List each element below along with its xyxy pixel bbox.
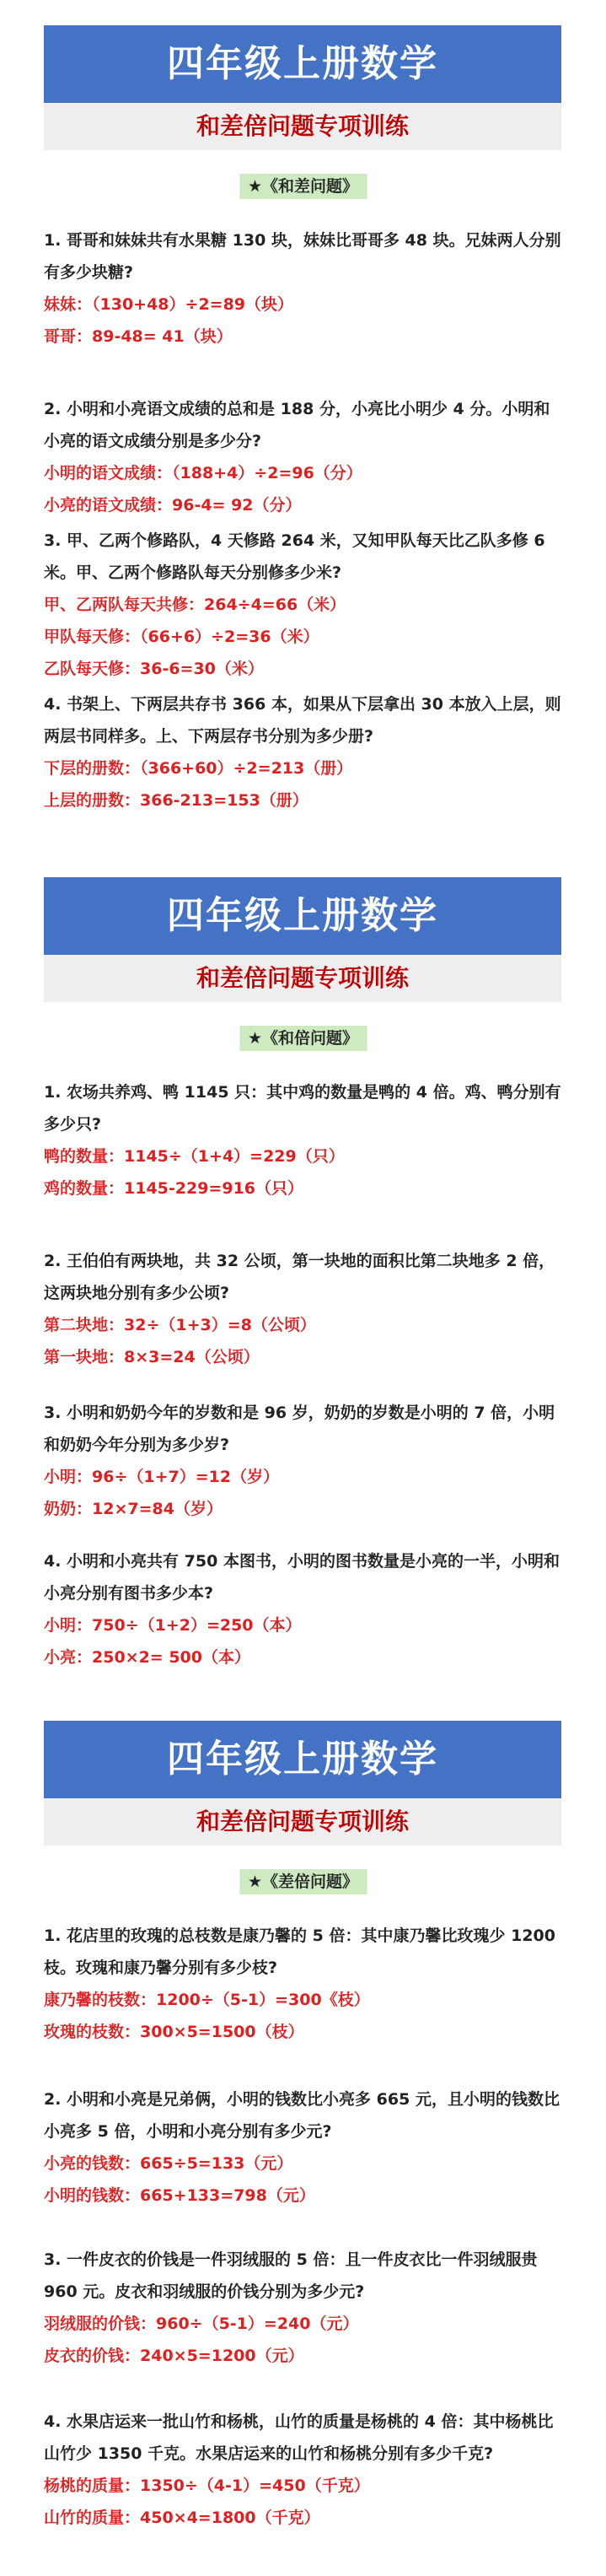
page-title: 四年级上册数学 — [44, 25, 561, 103]
page-title: 四年级上册数学 — [44, 877, 561, 955]
problem-answer: 小亮的钱数：665÷5=133（元） — [44, 2154, 293, 2173]
page-subtitle: 和差倍问题专项训练 — [44, 955, 561, 1002]
problem-answer: 甲、乙两队每天共修：264÷4=66（米） — [44, 595, 346, 614]
problem-answer: 甲队每天修：（66+6）÷2=36（米） — [44, 628, 319, 646]
problem-question: 2. 小明和小亮语文成绩的总和是 188 分，小亮比小明少 4 分。小明和小亮的语文成绩分别是多少分? — [44, 400, 550, 450]
problem-question: 1. 农场共养鸡、鸭 1145 只：其中鸡的数量是鸭的 4 倍。鸡、鸭分别有多少只? — [44, 1083, 561, 1134]
problem-item — [44, 1076, 561, 1204]
problem-answer: 奶奶：12×7=84（岁） — [44, 1500, 223, 1518]
problem-answer: 小明：96÷（1+7）=12（岁） — [44, 1468, 280, 1486]
problem-answer: 小明的语文成绩：（188+4）÷2=96（分） — [44, 464, 362, 482]
page-title: 四年级上册数学 — [44, 1721, 561, 1798]
problem-item — [44, 2406, 561, 2534]
problem-item — [44, 1397, 561, 1525]
problem-item — [44, 2244, 561, 2372]
topic-tag: ★《和倍问题》 — [239, 1026, 367, 1051]
problem-item — [44, 1920, 561, 2048]
problem-answer: 小明：750÷（1+2）=250（本） — [44, 1616, 302, 1635]
problem-item — [44, 1545, 561, 1673]
problem-question: 4. 水果店运来一批山竹和杨桃，山竹的质量是杨桃的 4 倍：其中杨桃比山竹少 1350 千克。水果店运来的山竹和杨桃分别有多少千克? — [44, 2412, 554, 2463]
problem-answer: 皮衣的价钱：240×5=1200（元） — [44, 2347, 304, 2365]
problem-question: 4. 小明和小亮共有 750 本图书，小明的图书数量是小亮的一半，小明和小亮分别有图书多少本? — [44, 1552, 560, 1603]
problem-item — [44, 393, 561, 521]
worksheet-section — [0, 877, 606, 1712]
problem-answer: 乙队每天修：36-6=30（米） — [44, 660, 264, 678]
problem-item — [44, 224, 561, 353]
worksheet-section — [0, 1721, 606, 2556]
problem-answer: 小明的钱数：665+133=798（元） — [44, 2186, 315, 2205]
problem-item — [44, 525, 561, 685]
problem-question: 1. 花店里的玫瑰的总枝数是康乃馨的 5 倍：其中康乃馨比玫瑰少 1200 枝。玫瑰和康乃馨分别有多少枝? — [44, 1927, 555, 1977]
problem-question: 3. 一件皮衣的价钱是一件羽绒服的 5 倍：且一件皮衣比一件羽绒服贵 960 元。皮衣和羽绒服的价钱分别为多少元? — [44, 2250, 538, 2301]
problem-answer: 哥哥：89-48= 41（块） — [44, 327, 233, 346]
problem-answer: 鸭的数量：1145÷（1+4）=229（只） — [44, 1147, 345, 1166]
topic-tag: ★《和差问题》 — [239, 174, 367, 199]
problem-answer: 第一块地：8×3=24（公顷） — [44, 1348, 260, 1366]
problem-answer: 羽绒服的价钱：960÷（5-1）=240（元） — [44, 2315, 359, 2333]
problem-question: 3. 甲、乙两个修路队，4 天修路 264 米，又知甲队每天比乙队多修 6 米。甲、乙两个修路队每天分别修多少米? — [44, 531, 545, 582]
problem-answer: 第二块地：32÷（1+3）=8（公顷） — [44, 1316, 316, 1334]
problem-answer: 下层的册数：（366+60）÷2=213（册） — [44, 759, 353, 778]
problem-item — [44, 2083, 561, 2212]
problem-answer: 杨桃的质量：1350÷（4-1）=450（千克） — [44, 2476, 370, 2495]
page-subtitle: 和差倍问题专项训练 — [44, 103, 561, 150]
problem-item — [44, 688, 561, 816]
problem-answer: 鸡的数量：1145-229=916（只） — [44, 1179, 304, 1198]
problem-answer: 妹妹：（130+48）÷2=89（块） — [44, 295, 294, 314]
problem-question: 2. 王伯伯有两块地，共 32 公顷，第一块地的面积比第二块地多 2 倍，这两块地分别有多少公顷? — [44, 1252, 555, 1302]
problem-answer: 小亮的语文成绩：96-4= 92（分） — [44, 496, 302, 515]
problem-question: 3. 小明和奶奶今年的岁数和是 96 岁，奶奶的岁数是小明的 7 倍，小明和奶奶今年分别为多少岁? — [44, 1404, 555, 1454]
topic-tag: ★《差倍问题》 — [239, 1869, 367, 1894]
problem-question: 4. 书架上、下两层共存书 366 本，如果从下层拿出 30 本放入上层，则两层书同样多。上、下两层存书分别为多少册? — [44, 695, 561, 746]
problem-answer: 上层的册数：366-213=153（册） — [44, 791, 308, 810]
problem-answer: 玫瑰的枝数：300×5=1500（枝） — [44, 2023, 304, 2041]
problem-answer: 山竹的质量：450×4=1800（千克） — [44, 2509, 320, 2527]
problem-answer: 康乃馨的枝数：1200÷（5-1）=300《枝） — [44, 1991, 370, 2009]
problem-question: 1. 哥哥和妹妹共有水果糖 130 块，妹妹比哥哥多 48 块。兄妹两人分别有多少块糖? — [44, 231, 561, 282]
problem-item — [44, 1245, 561, 1373]
problem-answer: 小亮：250×2= 500（本） — [44, 1648, 250, 1667]
page-subtitle: 和差倍问题专项训练 — [44, 1798, 561, 1846]
worksheet-section — [0, 25, 606, 860]
problem-question: 2. 小明和小亮是兄弟俩，小明的钱数比小亮多 665 元，且小明的钱数比小亮多 5 倍，小明和小亮分别有多少元? — [44, 2090, 560, 2141]
